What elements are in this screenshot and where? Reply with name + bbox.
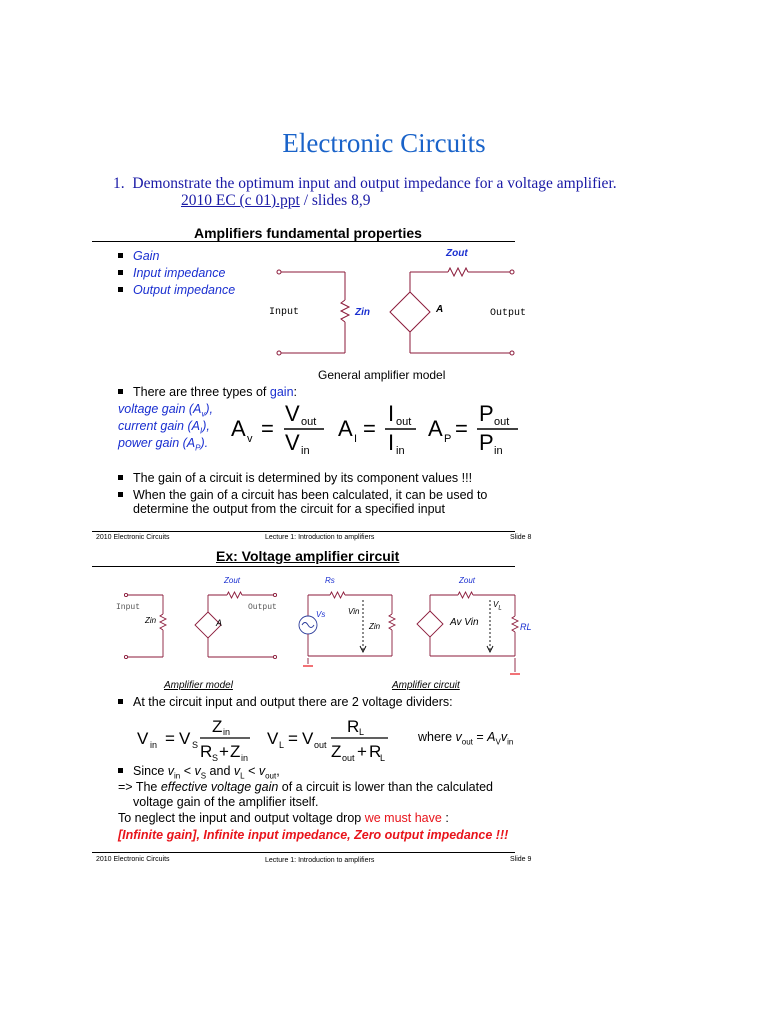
svg-text:A: A <box>428 416 443 441</box>
slide8-footer-rule <box>92 531 515 532</box>
bullet-gain-calculated-cont: determine the output from the circuit for a specified input <box>133 502 445 516</box>
av-lhs: A <box>231 416 246 441</box>
ppt-link[interactable]: 2010 EC (c 01).ppt <box>181 192 300 209</box>
bullet-marker <box>118 287 123 292</box>
amplifier-circuit-caption: Amplifier circuit <box>392 680 460 691</box>
bullet-output-impedance: Output impedance <box>118 283 235 297</box>
bullet-component-values: The gain of a circuit is determined by its component values !!! <box>118 471 472 485</box>
question-text: Demonstrate the optimum input and output impedance for a voltage amplifier. <box>132 175 617 192</box>
svg-text:V: V <box>285 430 300 455</box>
model-output-label: Output <box>248 603 277 612</box>
svg-text:=: = <box>455 416 468 441</box>
svg-text:P: P <box>479 430 494 455</box>
diagram-caption: General amplifier model <box>318 368 446 382</box>
svg-text:L: L <box>279 740 285 750</box>
svg-text:S: S <box>192 740 199 750</box>
bullet-marker <box>118 253 123 258</box>
svg-text:V: V <box>285 401 300 426</box>
svg-text:Z: Z <box>230 742 241 761</box>
bullet-since: Since $v_{in} < v_S$ and $v_L < v_{out}$, <box>118 764 280 781</box>
slide9-footer-right: Slide 9 <box>510 856 532 863</box>
bullet-marker <box>118 270 123 275</box>
input-label: Input <box>269 307 300 318</box>
slides-reference <box>181 192 370 210</box>
circuit-vin-label: Vin <box>348 607 360 616</box>
gain-formulas <box>228 398 528 460</box>
slide8-footer-center: Lecture 1: Introduction to amplifiers <box>265 534 375 541</box>
slide8-footer-right: Slide 8 <box>510 534 532 541</box>
svg-text:=: = <box>261 416 274 441</box>
svg-text:out: out <box>342 753 355 763</box>
circuit-rl-label: RL <box>520 622 532 632</box>
conclusion-line: [Infinite gain], Infinite input impedance, Zero output impedance !!! <box>118 828 509 842</box>
svg-text:A: A <box>338 416 353 441</box>
neglect-line: To neglect the input and output voltage drop we must have : <box>118 811 449 825</box>
svg-text:+: + <box>219 742 229 761</box>
voltage-gain-item: voltage gain $(A_v)$, <box>118 402 214 419</box>
amplifier-model-caption: Amplifier model <box>164 680 233 691</box>
amplifier-model-diagram <box>115 580 295 675</box>
svg-text:out: out <box>314 740 327 750</box>
svg-text:I: I <box>388 401 395 426</box>
slide9-title-rule <box>92 566 515 567</box>
svg-text:Z: Z <box>212 717 223 736</box>
svg-text:S: S <box>212 753 219 763</box>
svg-text:out: out <box>494 416 510 428</box>
svg-text:Z: Z <box>331 742 342 761</box>
svg-text:L: L <box>380 753 386 763</box>
circuit-rs-label: Rs <box>325 576 335 585</box>
svg-text:L: L <box>359 727 365 737</box>
bullet-marker <box>118 768 123 773</box>
slide8-footer-left: 2010 Electronic Circuits <box>96 534 170 541</box>
svg-text:in: in <box>223 727 231 737</box>
a-label: A <box>436 304 444 315</box>
svg-text:V: V <box>179 729 191 748</box>
circuit-avvin-label: Av Vin <box>450 617 479 628</box>
circuit-vs-label: Vs <box>316 610 326 619</box>
slide9-footer-center: Lecture 1: Introduction to amplifiers <box>265 857 375 864</box>
bullet-voltage-dividers: At the circuit input and output there are 2 voltage dividers: <box>118 695 453 709</box>
slide9-footer-rule <box>92 852 515 853</box>
svg-text:I: I <box>388 430 395 455</box>
circuit-zout-label: Zout <box>459 576 476 585</box>
svg-text:in: in <box>494 445 503 457</box>
model-zout-label: Zout <box>224 576 241 585</box>
svg-text:V: V <box>302 729 314 748</box>
svg-text:v: v <box>247 433 253 445</box>
effective-gain-line: => The effective voltage gain of a circuit is lower than the calculated <box>118 780 494 794</box>
bullet-gain-calculated: When the gain of a circuit has been calculated, it can be used to <box>118 488 487 502</box>
svg-text:in: in <box>301 445 310 457</box>
zout-label: Zout <box>446 248 468 259</box>
zin-label: Zin <box>355 307 370 318</box>
svg-text:out: out <box>396 416 412 428</box>
bullet-marker <box>118 492 123 497</box>
svg-text:P: P <box>479 401 494 426</box>
svg-text:in: in <box>241 753 249 763</box>
svg-text:R: R <box>347 717 360 736</box>
document-title: Electronic Circuits <box>282 128 486 158</box>
svg-text:R: R <box>200 742 213 761</box>
svg-text:V: V <box>137 729 149 748</box>
svg-text:=: = <box>288 729 298 748</box>
bullet-marker <box>118 475 123 480</box>
slide9-title: Ex: Voltage amplifier circuit <box>216 548 400 564</box>
svg-text:in: in <box>396 445 405 457</box>
question-number: 1. <box>113 175 125 192</box>
where-vout-equation: where $v_{out} = A_Vv_{in}$ <box>418 730 514 747</box>
bullet-input-impedance: Input impedance <box>118 266 225 280</box>
model-a-label: A <box>216 618 223 628</box>
power-gain-item: power gain $(A_P)$. <box>118 436 209 453</box>
svg-text:I: I <box>354 433 358 445</box>
slide8-title: Amplifiers fundamental properties <box>194 225 422 241</box>
svg-text:=: = <box>363 416 376 441</box>
model-zin-label: Zin <box>145 616 157 625</box>
bullet-gain: Gain <box>118 249 159 263</box>
svg-text:V: V <box>267 729 279 748</box>
svg-text:P: P <box>444 433 452 445</box>
bullet-marker <box>118 699 123 704</box>
svg-text:out: out <box>301 416 317 428</box>
svg-text:=: = <box>165 729 175 748</box>
output-label: Output <box>490 308 527 319</box>
slides-suffix: / slides 8,9 <box>299 192 371 209</box>
model-input-label: Input <box>116 603 141 612</box>
question-line <box>113 175 617 193</box>
svg-text:in: in <box>150 740 158 750</box>
bullet-marker <box>118 389 123 394</box>
svg-text:+: + <box>357 742 367 761</box>
divider-equations <box>132 710 402 766</box>
circuit-vl-label: $V_L$ <box>493 600 502 612</box>
gain-types-intro: There are three types of gain: <box>118 385 297 399</box>
slide9-footer-left: 2010 Electronic Circuits <box>96 856 170 863</box>
amplifier-circuit-diagram <box>290 578 530 683</box>
circuit-zin-label: Zin <box>369 622 381 631</box>
effective-gain-line-cont: voltage gain of the amplifier itself. <box>133 795 319 809</box>
current-gain-item: current gain $(A_I)$, <box>118 419 210 436</box>
svg-text:R: R <box>369 742 382 761</box>
